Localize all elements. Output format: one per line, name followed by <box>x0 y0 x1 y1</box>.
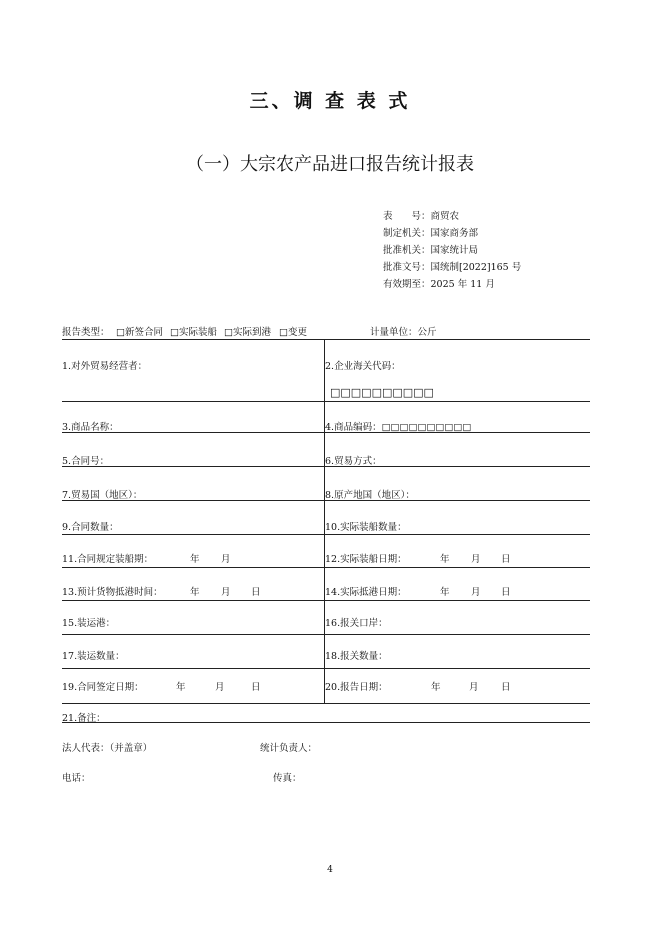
date-day-unit: 日 <box>501 587 511 598</box>
date-year-unit: 年 <box>190 554 200 565</box>
row-divider <box>62 703 590 704</box>
date-day-unit: 日 <box>501 554 511 565</box>
field-customs-port[interactable]: 16.报关口岸： <box>325 618 388 629</box>
date-month-unit: 月 <box>215 682 225 693</box>
section-title: 三、调 查 表 式 <box>249 90 411 112</box>
date-year-unit: 年 <box>440 587 450 598</box>
date-year-unit: 年 <box>440 554 450 565</box>
field-customs-code[interactable]: 2.企业海关代码： <box>325 361 401 372</box>
row-divider <box>62 401 590 402</box>
meta-approval-no: 批准文号：国统制[2022]165 号 <box>383 262 522 273</box>
field-declared-quantity[interactable]: 18.报关数量： <box>325 651 388 662</box>
field-shipped-quantity[interactable]: 10.实际装船数量： <box>325 522 407 533</box>
field-actual-arrival-date[interactable]: 14.实际抵港日期： <box>325 587 407 598</box>
page-number: 4 <box>327 865 333 875</box>
report-type-change-checkbox[interactable]: □变更 <box>279 327 307 338</box>
date-month-unit: 月 <box>221 554 231 565</box>
row-divider <box>62 567 590 568</box>
field-product-name[interactable]: 3.商品名称： <box>62 422 119 433</box>
date-year-unit: 年 <box>431 682 441 693</box>
row-divider <box>62 634 590 635</box>
date-month-unit: 月 <box>469 682 479 693</box>
date-year-unit: 年 <box>176 682 186 693</box>
field-trade-mode[interactable]: 6.贸易方式： <box>325 456 382 467</box>
statistics-lead-label: 统计负责人： <box>260 743 318 754</box>
field-expected-arrival-time[interactable]: 13.预计货物抵港时间： <box>62 587 163 598</box>
meta-approver: 批准机关：国家统计局 <box>383 245 479 256</box>
row-divider <box>62 668 590 669</box>
date-day-unit: 日 <box>251 682 261 693</box>
row-divider <box>62 534 590 535</box>
field-trade-country[interactable]: 7.贸易国（地区）： <box>62 490 143 501</box>
field-loading-port[interactable]: 15.装运港： <box>62 618 116 629</box>
date-month-unit: 月 <box>471 554 481 565</box>
report-type-actual-arrival-checkbox[interactable]: □实际到港 <box>224 327 271 338</box>
row-divider <box>62 600 590 601</box>
field-report-date[interactable]: 20.报告日期： <box>325 682 388 693</box>
field-origin-country[interactable]: 8.原产地国（地区）： <box>325 490 415 501</box>
field-remarks[interactable]: 21.备注： <box>62 713 106 724</box>
field-product-code[interactable]: 4.商品编码：□□□□□□□□□□ <box>325 422 472 433</box>
field-contract-signing-date[interactable]: 19.合同签定日期： <box>62 682 144 693</box>
field-contract-shipment-period[interactable]: 11.合同规定装船期： <box>62 554 154 565</box>
meta-valid-until: 有效期至：2025 年 11 月 <box>383 279 495 290</box>
customs-code-boxes[interactable]: □□□□□□□□□□ <box>330 386 434 399</box>
unit-label: 计量单位：公斤 <box>370 327 437 338</box>
field-trade-operator[interactable]: 1.对外贸易经营者： <box>62 361 148 372</box>
field-contract-no[interactable]: 5.合同号： <box>62 456 110 467</box>
table-bottom-border <box>62 722 590 723</box>
date-day-unit: 日 <box>501 682 511 693</box>
date-day-unit: 日 <box>251 587 261 598</box>
meta-issuer: 制定机关：国家商务部 <box>383 228 479 239</box>
meta-form-number: 表 号：商贸农 <box>383 211 460 222</box>
table-top-border <box>62 339 590 340</box>
date-month-unit: 月 <box>221 587 231 598</box>
legal-representative-label: 法人代表：（并盖章） <box>62 743 153 754</box>
fax-label: 传真： <box>273 773 302 784</box>
report-type-new-contract-checkbox[interactable]: □新签合同 <box>116 327 163 338</box>
report-type-actual-shipment-checkbox[interactable]: □实际装船 <box>170 327 217 338</box>
report-type-label: 报告类型： <box>62 327 110 338</box>
field-actual-shipment-date[interactable]: 12.实际装船日期： <box>325 554 407 565</box>
date-month-unit: 月 <box>471 587 481 598</box>
field-shipping-quantity[interactable]: 17.装运数量： <box>62 651 125 662</box>
form-title: （一）大宗农产品进口报告统计报表 <box>186 154 474 175</box>
date-year-unit: 年 <box>190 587 200 598</box>
phone-label: 电话： <box>62 773 91 784</box>
field-contract-quantity[interactable]: 9.合同数量： <box>62 522 119 533</box>
